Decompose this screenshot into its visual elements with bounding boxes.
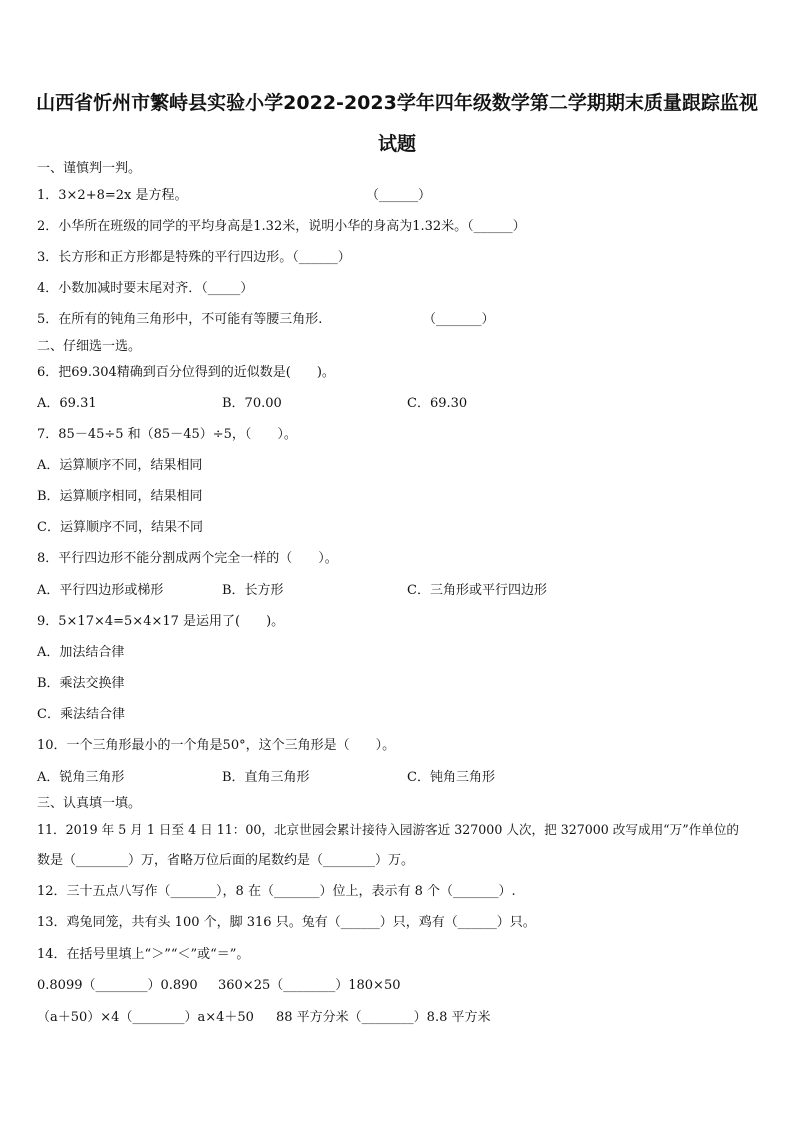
question-9: 9．5×17×4=5×4×17 是运用了( )。 bbox=[37, 614, 285, 629]
question-8-option-c: C．三角形或平行四边形 bbox=[407, 583, 547, 598]
page-title-line1: 山西省忻州市繁峙县实验小学2022-2023学年四年级数学第二学期期末质量跟踪监视 bbox=[36, 92, 758, 114]
question-12: 12．三十五点八写作（_______），8 在（_______）位上，表示有 8 个（_______）. bbox=[37, 884, 516, 899]
question-10-option-c: C．钝角三角形 bbox=[407, 770, 495, 785]
question-10-option-b: B．直角三角形 bbox=[222, 770, 310, 785]
question-1-answer-blank: （______） bbox=[366, 188, 432, 203]
question-13: 13．鸡兔同笼，共有头 100 个，脚 316 只。兔有（______）只，鸡有（______）只。 bbox=[37, 915, 536, 930]
question-8: 8．平行四边形不能分割成两个完全一样的（ ）。 bbox=[37, 551, 338, 566]
page-title-line2: 试题 bbox=[377, 133, 416, 155]
question-7-option-b: B．运算顺序相同，结果相同 bbox=[37, 489, 203, 504]
question-14-item-3: （a＋50）×4（________）a×4＋50 bbox=[37, 1010, 254, 1025]
section-2-heading: 二、仔细选一选。 bbox=[37, 339, 142, 354]
question-14: 14．在括号里填上“＞”“＜”或“＝”。 bbox=[37, 947, 250, 962]
question-6-option-c: C．69.30 bbox=[407, 396, 468, 411]
question-7-option-c: C．运算顺序不同，结果不同 bbox=[37, 520, 203, 535]
question-7-option-a: A．运算顺序不同，结果相同 bbox=[37, 458, 203, 473]
question-6: 6．把69.304精确到百分位得到的近似数是( )。 bbox=[37, 365, 335, 380]
question-9-option-a: A．加法结合律 bbox=[37, 645, 125, 660]
question-5-answer-blank: （_______） bbox=[423, 312, 495, 327]
question-11-line2: 数是（________）万，省略万位后面的尾数约是（________）万。 bbox=[37, 853, 415, 868]
question-8-option-b: B．长方形 bbox=[222, 583, 284, 598]
question-5: 5．在所有的钝角三角形中，不可能有等腰三角形. bbox=[37, 312, 323, 327]
question-10-option-a: A．锐角三角形 bbox=[37, 770, 125, 785]
question-6-option-b: B．70.00 bbox=[222, 396, 282, 411]
section-3-heading: 三、认真填一填。 bbox=[37, 796, 142, 811]
question-10: 10．一个三角形最小的一个角是50°，这个三角形是（ ）。 bbox=[37, 738, 396, 753]
section-1-heading: 一、谨慎判一判。 bbox=[37, 161, 142, 176]
question-2: 2．小华所在班级的同学的平均身高是1.32米，说明小华的身高为1.32米。（______） bbox=[37, 219, 526, 234]
question-11-line1: 11．2019 年 5 月 1 日至 4 日 11：00，北京世园会累计接待入园游客近 327000 人次，把 327000 改写成用“万”作单位的 bbox=[37, 822, 740, 837]
question-1-text: 1．3×2+8=2x 是方程。 bbox=[37, 188, 188, 203]
question-3: 3．长方形和正方形都是特殊的平行四边形。（______） bbox=[37, 250, 351, 265]
question-9-option-b: B．乘法交换律 bbox=[37, 676, 125, 691]
question-14-item-1: 0.8099（________）0.890 bbox=[37, 978, 198, 993]
question-14-item-2: 360×25（________）180×50 bbox=[218, 978, 401, 993]
question-6-option-a: A．69.31 bbox=[37, 396, 97, 411]
question-7: 7．85－45÷5 和（85－45）÷5，（ ）。 bbox=[37, 427, 297, 442]
question-9-option-c: C．乘法结合律 bbox=[37, 707, 125, 722]
question-4: 4．小数加减时要末尾对齐．（_____） bbox=[37, 281, 254, 296]
question-14-item-4: 88 平方分米（________）8.8 平方米 bbox=[276, 1010, 491, 1025]
question-8-option-a: A．平行四边形或梯形 bbox=[37, 583, 164, 598]
